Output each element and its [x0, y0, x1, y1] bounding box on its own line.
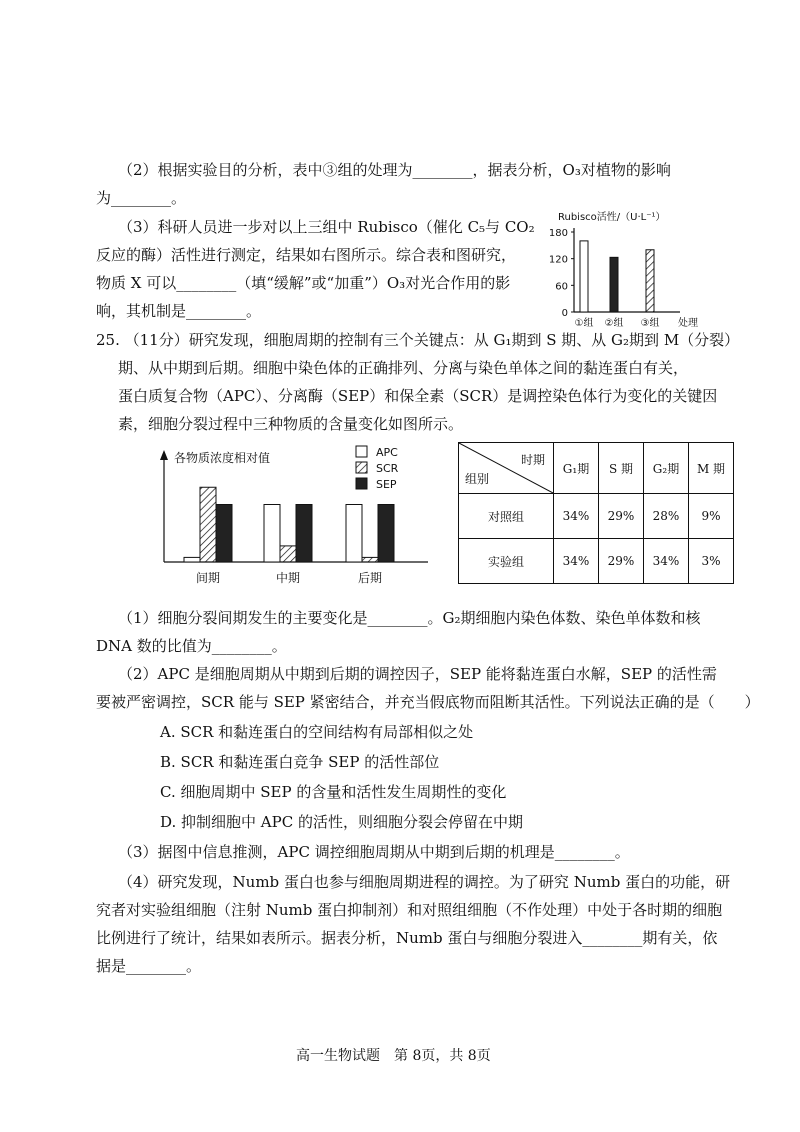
- x-category-label: 中期: [275, 571, 301, 585]
- rubisco-chart: [530, 208, 710, 332]
- option-b: B. SCR 和黏连蛋白竞争 SEP 的活性部位: [160, 753, 440, 771]
- substance-bar: [200, 487, 216, 562]
- x-category-label: ③组: [640, 318, 660, 329]
- table-corner: [459, 443, 554, 494]
- q25-intro-line2: 期、从中期到后期。细胞中染色体的正确排列、分离与染色单体之间的黏连蛋白有关，: [118, 359, 689, 377]
- q25-sub2-line2: 要被严密调控，SCR 能与 SEP 紧密结合，并充当假底物而阻断其活性。下列说法正确的是（ ）: [96, 693, 760, 711]
- substance-ylabel: 各物质浓度相对值: [174, 451, 271, 465]
- rubisco-bar: [610, 257, 618, 312]
- q25-sub3: （3）据图中信息推测，APC 调控细胞周期从中期到后期的机理是________。: [118, 843, 630, 861]
- rubisco-bar: [646, 250, 654, 312]
- q25-sub2-line1: （2）APC 是细胞周期从中期到后期的调控因子，SEP 能将黏连蛋白水解，SEP 的活性需: [118, 665, 717, 683]
- option-d: D. 抑制细胞中 APC 的活性，则细胞分裂会停留在中期: [160, 813, 523, 831]
- x-category-label: ②组: [604, 318, 624, 329]
- corner-phase-label: 时期: [520, 453, 545, 467]
- substance-chart: [150, 440, 435, 590]
- page-footer: 高一生物试题 第 8页，共 8页: [296, 1048, 491, 1064]
- table-cell: 34%: [554, 494, 599, 539]
- legend-label: SCR: [376, 462, 399, 475]
- substance-bar: [280, 546, 296, 562]
- corner-group-label: 组别: [465, 472, 490, 486]
- substance-bar: [184, 557, 200, 562]
- legend-swatch: [356, 446, 367, 457]
- table-cell: 28%: [644, 494, 689, 539]
- y-tick-label: 180: [548, 228, 568, 239]
- cell-cycle-table: [458, 442, 734, 584]
- q24-part2-line1: （2）根据实验目的分析，表中③组的处理为________，据表分析，O₃对植物的影响: [118, 161, 671, 179]
- substance-bar: [216, 505, 232, 563]
- option-a: A. SCR 和黏连蛋白的空间结构有局部相似之处: [160, 723, 474, 741]
- row-label: 对照组: [459, 494, 554, 539]
- q25-sub4-line3: 比例进行了统计，结果如表所示。据表分析，Numb 蛋白与细胞分裂进入________期有关，依: [96, 929, 718, 947]
- legend-label: SEP: [376, 478, 397, 491]
- x-category-label: 间期: [195, 571, 221, 585]
- table-cell: 34%: [554, 539, 599, 584]
- rubisco-ylabel: Rubisco活性/（U·L⁻¹）: [558, 212, 666, 223]
- q25-sub4-line1: （4）研究发现，Numb 蛋白也参与细胞周期进程的调控。为了研究 Numb 蛋白的功能，研: [118, 873, 731, 891]
- substance-bar: [264, 505, 280, 563]
- substance-bar: [378, 505, 394, 563]
- header-s: S 期: [599, 443, 644, 494]
- substance-bar: [346, 505, 362, 563]
- q25-sub4-line2: 究者对实验组细胞（注射 Numb 蛋白抑制剂）和对照组细胞（不作处理）中处于各时期的细胞: [96, 901, 723, 919]
- header-g1: G₁期: [554, 443, 599, 494]
- legend-swatch: [356, 478, 367, 489]
- rubisco-bar: [580, 241, 588, 312]
- q24-part3-line4: 响，其机制是________。: [96, 302, 262, 320]
- q24-part3-line3: 物质 X 可以________（填“缓解”或“加重”）O₃对光合作用的影: [96, 274, 511, 292]
- q25-intro-line4: 素，细胞分裂过程中三种物质的含量变化如图所示。: [118, 415, 464, 433]
- option-c: C. 细胞周期中 SEP 的含量和活性发生周期性的变化: [160, 783, 507, 801]
- q24-part3-line2: 反应的酶）活性进行测定，结果如右图所示。综合表和图研究，: [96, 246, 517, 264]
- q24-part3-line1: （3）科研人员进一步对以上三组中 Rubisco（催化 C₅与 CO₂: [118, 218, 535, 236]
- table-cell: 9%: [689, 494, 734, 539]
- table-row: [459, 539, 734, 584]
- substance-bar: [296, 505, 312, 563]
- q25-sub1-line2: DNA 数的比值为________。: [96, 637, 287, 655]
- y-tick-label: 0: [561, 308, 568, 319]
- q24-part2-line2: 为________。: [96, 189, 187, 207]
- table-row: [459, 494, 734, 539]
- x-category-label: ①组: [574, 318, 594, 329]
- q25-sub1-line1: （1）细胞分裂间期发生的主要变化是________。G₂期细胞内染色体数、染色单体数和核: [118, 609, 701, 627]
- q25-intro-line3: 蛋白质复合物（APC）、分离酶（SEP）和保全素（SCR）是调控染色体行为变化的关键因: [118, 387, 718, 405]
- rubisco-xlabel: 处理: [678, 318, 698, 329]
- y-tick-label: 120: [548, 254, 568, 266]
- header-m: M 期: [689, 443, 734, 494]
- legend-swatch: [356, 462, 367, 473]
- table-cell: 34%: [644, 539, 689, 584]
- q25-intro-line1: 25. （11分）研究发现，细胞周期的控制有三个关键点：从 G₁期到 S 期、从 G₂期到 M（分裂）: [96, 331, 740, 349]
- row-label: 实验组: [459, 539, 554, 584]
- table-cell: 29%: [599, 539, 644, 584]
- table-cell: 3%: [689, 539, 734, 584]
- y-tick-label: 60: [555, 281, 568, 293]
- table-cell: 29%: [599, 494, 644, 539]
- legend-label: APC: [376, 446, 398, 459]
- x-category-label: 后期: [357, 571, 383, 585]
- header-g2: G₂期: [644, 443, 689, 494]
- substance-bar: [362, 557, 378, 562]
- q25-sub4-line4: 据是________。: [96, 957, 202, 975]
